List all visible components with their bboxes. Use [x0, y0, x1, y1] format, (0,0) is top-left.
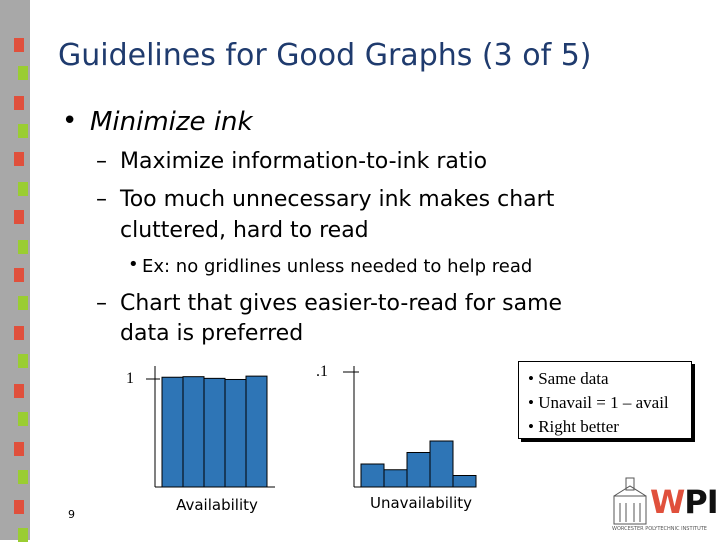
subsub-dot: • — [128, 254, 139, 275]
bullet-minimize-ink: Minimize ink — [90, 107, 253, 137]
chart-bar — [246, 376, 267, 487]
sub-bullet-info-ink: Maximize information-to-ink ratio — [120, 149, 488, 174]
wpi-logo-subtext: WORCESTER POLYTECHNIC INSTITUTE — [612, 526, 707, 532]
chart1-y-tick-label: 1 — [126, 370, 134, 387]
chart2-y-tick-label: .1 — [316, 363, 328, 380]
note-line-same-data: • Same data — [528, 369, 609, 388]
note-line-right-better: • Right better — [528, 417, 619, 436]
note-line-unavail: • Unavail = 1 – avail — [528, 393, 669, 412]
dash-1: – — [96, 149, 107, 174]
chart-bar — [204, 378, 225, 487]
dash-2: – — [96, 187, 107, 212]
sub-bullet-easier-line2: data is preferred — [120, 321, 304, 346]
chart-bar — [183, 377, 204, 487]
sub-bullet-unnecessary-line1: Too much unnecessary ink makes chart — [120, 187, 555, 212]
sub-bullet-easier-line1: Chart that gives easier-to-read for same — [120, 291, 563, 316]
chart1-bars — [162, 376, 267, 487]
chart-bar — [407, 453, 430, 488]
chart-bar — [453, 476, 476, 488]
chart-bar — [225, 379, 246, 487]
slide-title: Guidelines for Good Graphs (3 of 5) — [58, 38, 592, 73]
note-box — [518, 361, 692, 439]
chart-bar — [430, 441, 453, 487]
sub-bullet-unnecessary-line2: cluttered, hard to read — [120, 218, 369, 243]
dash-3: – — [96, 291, 107, 316]
page-number: 9 — [68, 508, 75, 521]
chart-bar — [162, 377, 183, 487]
subsub-bullet-gridlines: Ex: no gridlines unless needed to help read — [142, 256, 533, 277]
wpi-logo-text: WPI — [650, 483, 718, 521]
bullet-dot: • — [62, 106, 78, 136]
chart2-bars — [361, 441, 476, 487]
chart2-x-label: Unavailability — [369, 494, 473, 512]
chart-bar — [384, 470, 407, 487]
chart1-x-label: Availability — [176, 496, 258, 514]
wpi-building-logo — [614, 478, 646, 524]
chart-bar — [361, 464, 384, 487]
